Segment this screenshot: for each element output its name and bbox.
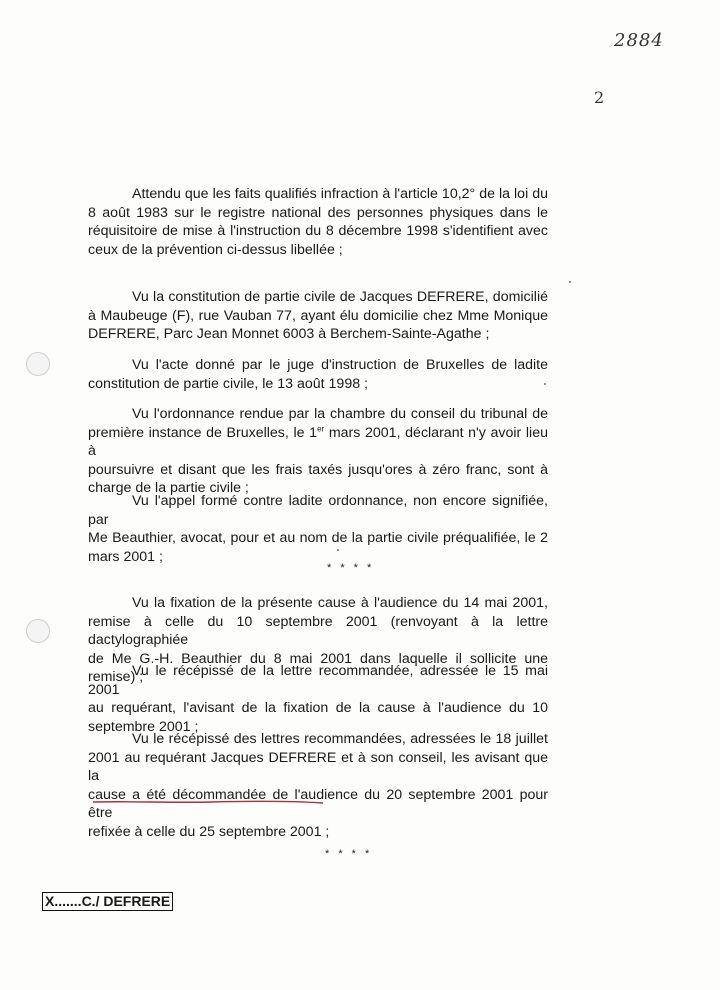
punch-hole-icon — [26, 619, 50, 643]
paragraph-recepisse-lettres — [88, 730, 548, 841]
section-separator: * * * * — [327, 562, 375, 574]
text-line: charge de la partie civile ; — [88, 480, 249, 496]
text-line: Vu l'appel formé contre ladite ordonnance, non encore signifiée, par — [88, 493, 548, 528]
text-segment: mars 2001, déclarant n'y avoir lieu à — [88, 424, 548, 459]
case-reference: X.......C./ DEFRERE — [42, 892, 173, 911]
text-line: Attendu que les faits qualifiés infraction à l'article 10,2° de la loi du — [132, 186, 548, 202]
text-line: Vu l'acte donné par le juge d'instruction de Bruxelles de ladite — [132, 357, 548, 373]
paragraph-ordonnance — [88, 405, 548, 498]
text-line: Vu le récépissé de la lettre recommandée, adressée le 15 mai 2001 — [88, 663, 548, 698]
text-line: Me Beauthier, avocat, pour et au nom de la partie civile préqualifiée, le 2 — [88, 530, 548, 546]
text-line: réquisitoire de mise à l'instruction du 8 décembre 1998 s'identifient avec — [88, 223, 548, 239]
text-line: 2001 au requérant Jacques DEFRERE et à son conseil, les avisant que la — [88, 749, 548, 784]
text-line: Vu la fixation de la présente cause à l'audience du 14 mai 2001, — [132, 595, 548, 611]
text-line: refixée à celle du 25 septembre 2001 ; — [88, 823, 330, 840]
handwritten-folio-number: 2884 — [614, 30, 664, 51]
text-line: cause a été décommandée de l'audience du 20 septembre 2001 pour être — [88, 786, 548, 821]
text-line: septembre 2001 ; — [88, 718, 199, 735]
text-segment: première instance de Bruxelles, le 1 — [88, 424, 318, 441]
paragraph-acte-juge-instruction — [88, 356, 548, 393]
text-line: à Maubeuge (F), rue Vauban 77, ayant élu domicilie chez Mme Monique — [88, 307, 548, 324]
page-number: 2 — [594, 88, 605, 107]
underline-stroke — [93, 801, 323, 803]
text-line: DEFRERE, Parc Jean Monnet 6003 à Berchem-Sainte-Agathe ; — [88, 326, 490, 342]
text-line: ceux de la prévention ci-dessus libellée ; — [88, 241, 343, 258]
text-line: Vu l'ordonnance rendue par la chambre du conseil du tribunal de — [132, 406, 548, 422]
scan-speck — [569, 281, 571, 283]
text-line: remise à celle du 10 septembre 2001 (renvoyant à la lettre dactylographiée — [88, 613, 548, 648]
text-line: de Me G.-H. Beauthier du 8 mai 2001 dans laquelle il sollicite une remise) ; — [88, 650, 548, 685]
scan-speck — [337, 549, 339, 551]
text-line-with-superscript — [88, 424, 548, 461]
text-line: mars 2001 ; — [88, 548, 163, 565]
paragraph-recepisse-lettre — [88, 662, 548, 736]
text-line: 8 août 1983 sur le registre national des personnes physiques dans le — [88, 204, 548, 221]
text-line: poursuivre et disant que les frais taxés jusqu'ores à zéro franc, sont à — [88, 461, 548, 478]
scan-speck — [544, 383, 546, 385]
paragraph-constitution-partie-civile — [88, 288, 548, 344]
ordinal-superscript: er — [317, 423, 325, 433]
text-line: constitution de partie civile, le 13 août 1998 ; — [88, 375, 368, 392]
text-line: Vu le récépissé des lettres recommandées, adressées le 18 juillet — [132, 731, 548, 747]
paragraph-attendu — [88, 185, 548, 259]
text-line: Vu la constitution de partie civile de Jacques DEFRERE, domicilié — [132, 289, 548, 305]
handwritten-underline — [92, 799, 324, 805]
punch-hole-icon — [26, 352, 50, 376]
paragraph-appel — [88, 492, 548, 566]
text-line: au requérant, l'avisant de la fixation de la cause à l'audience du 10 — [88, 700, 548, 716]
section-separator: * * * * — [325, 848, 373, 860]
